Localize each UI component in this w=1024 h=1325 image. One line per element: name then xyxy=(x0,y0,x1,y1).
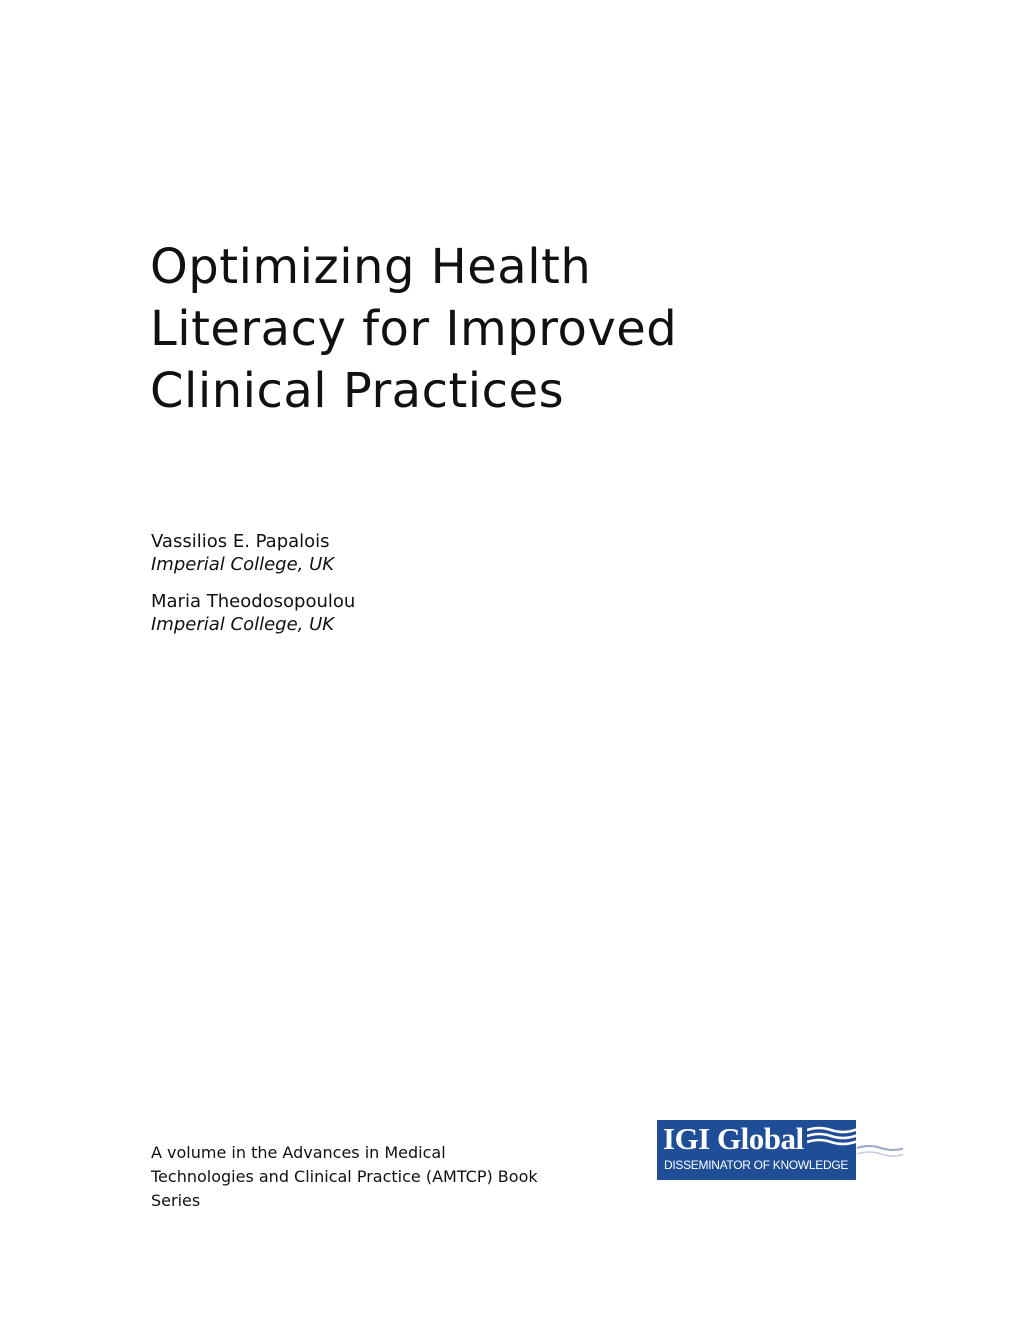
series-line-1: A volume in the Advances in Medical xyxy=(151,1143,446,1162)
waves-icon xyxy=(807,1126,903,1158)
logo-tagline: DISSEMINATOR OF KNOWLEDGE xyxy=(664,1158,849,1172)
author-affiliation: Imperial College, UK xyxy=(151,614,335,635)
logo-wordmark: IGI Global xyxy=(663,1121,804,1156)
title-line-1: Optimizing Health xyxy=(150,239,592,295)
author-name: Vassilios E. Papalois xyxy=(151,531,330,552)
title-line-3: Clinical Practices xyxy=(150,363,565,419)
author-affiliation: Imperial College, UK xyxy=(151,554,335,575)
author-entry xyxy=(151,590,651,636)
author-list xyxy=(151,530,651,650)
title-line-2: Literacy for Improved xyxy=(150,301,678,357)
book-title xyxy=(150,236,910,422)
author-name: Maria Theodosopoulou xyxy=(151,591,356,612)
series-note xyxy=(151,1141,571,1213)
author-entry xyxy=(151,530,651,576)
series-line-2: Technologies and Clinical Practice (AMTCP) Book xyxy=(151,1167,538,1186)
series-line-3: Series xyxy=(151,1191,201,1210)
publisher-logo xyxy=(657,1120,905,1182)
